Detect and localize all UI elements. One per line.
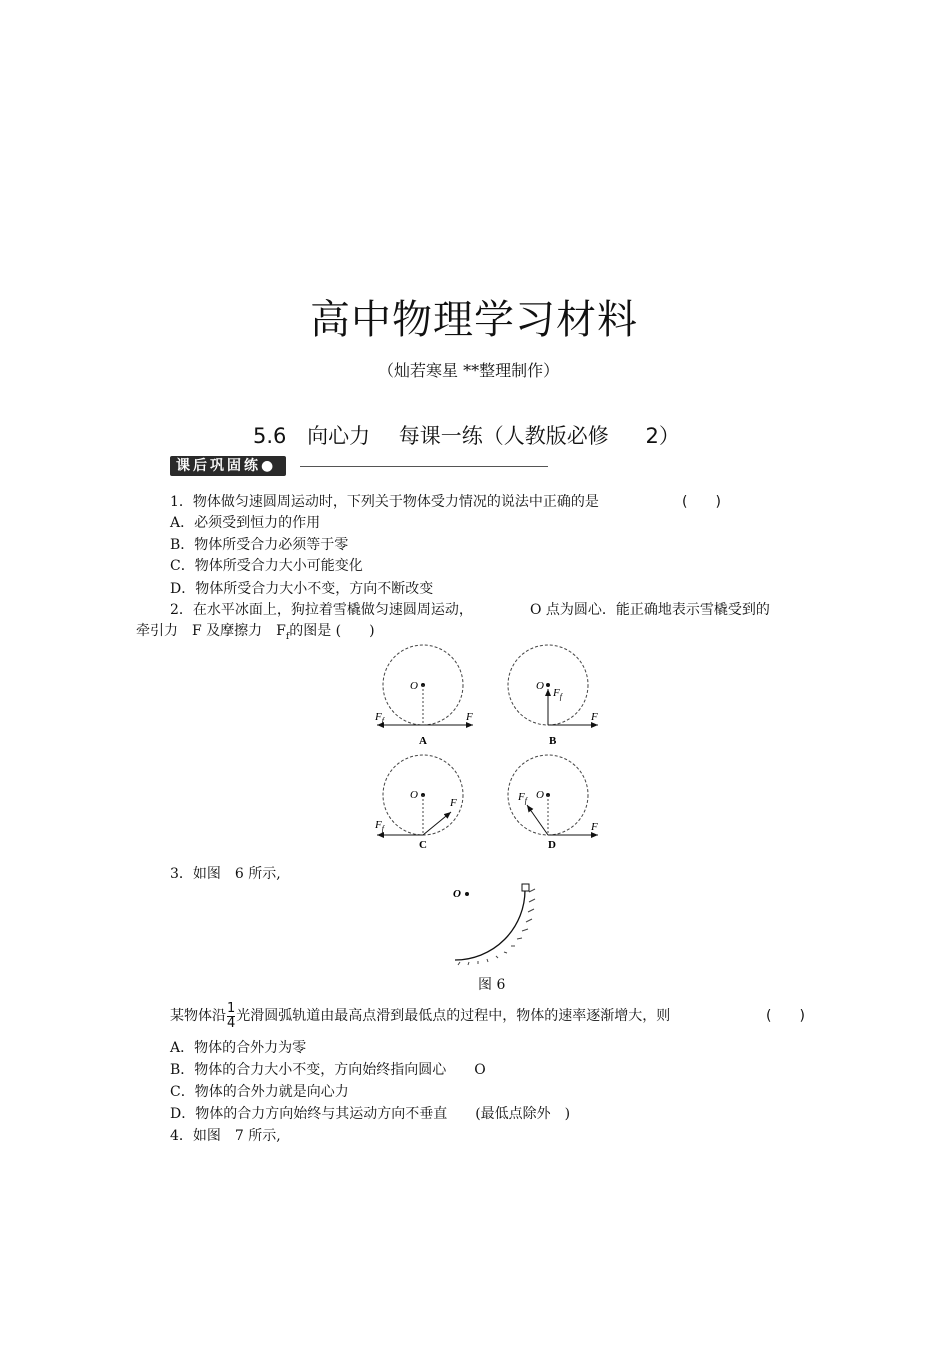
q2-d-option-label: D bbox=[548, 839, 556, 851]
page-subtitle: （灿若寒星 **整理制作） bbox=[378, 361, 560, 380]
q2-b-friction-sub: f bbox=[559, 692, 562, 701]
q3-option-d: D．物体的合力方向始终与其运动方向不垂直 (最低点除外 ) bbox=[170, 1106, 571, 1122]
q1-option-c: C．物体所受合力大小可能变化 bbox=[170, 558, 363, 574]
q2-diagram-c bbox=[374, 755, 463, 851]
q2-diagram-d bbox=[508, 755, 598, 851]
q3-fraction bbox=[227, 1002, 235, 1031]
lesson-series: 每课一练（人教版必修 bbox=[398, 424, 609, 448]
q2-stem-line2 bbox=[136, 623, 375, 645]
q2-stem-subscript: f bbox=[285, 631, 290, 642]
q2-d-force-label: F bbox=[591, 821, 598, 833]
q2-stem-part2: O 点为圆心．能正确地表示雪橇受到的 bbox=[530, 602, 770, 618]
q3-center-dot bbox=[465, 892, 469, 896]
q2-d-center-label: O bbox=[536, 789, 544, 801]
q3-option-b: B．物体的合力大小不变，方向始终指向圆心 O bbox=[170, 1062, 486, 1078]
q1-answer-paren: ( ) bbox=[682, 494, 721, 510]
q2-figure bbox=[365, 640, 615, 855]
q2-b-friction-f: F bbox=[553, 687, 560, 699]
q3-track bbox=[455, 890, 525, 960]
q3-answer-paren: ( ) bbox=[766, 1008, 805, 1024]
q2-c-friction-sub: f bbox=[381, 824, 384, 833]
section-divider bbox=[300, 466, 548, 467]
q1-option-d: D．物体所受合力大小不变，方向不断改变 bbox=[170, 581, 434, 597]
q2-stem-part1: 2．在水平冰面上，狗拉着雪橇做匀速圆周运动， bbox=[170, 602, 473, 618]
q2-a-option-label: A bbox=[419, 735, 427, 747]
q2-diagram-b bbox=[508, 645, 598, 747]
q2-diagram-a bbox=[374, 645, 473, 747]
q3-figure bbox=[445, 880, 545, 970]
q1-option-b: B．物体所受合力必须等于零 bbox=[170, 537, 349, 553]
q2-a-center-label: O bbox=[410, 680, 418, 692]
q2-c-option-label: C bbox=[419, 839, 427, 851]
q1-stem: 1．物体做匀速圆周运动时，下列关于物体受力情况的说法中正确的是 bbox=[170, 494, 599, 510]
q3-body-start: 某物体沿 bbox=[170, 1008, 226, 1024]
q2-a-friction-label bbox=[374, 711, 386, 725]
q4-stem: 4．如图 7 所示, bbox=[170, 1128, 281, 1144]
q2-stem-line2-text: 牵引力 F 及摩擦力 F bbox=[136, 623, 286, 639]
q2-b-friction-label bbox=[552, 687, 564, 701]
section-banner-label: 课后巩固练● bbox=[170, 456, 286, 476]
q2-stem-line2-end: 的图是 ( ) bbox=[289, 623, 375, 639]
q2-a-friction-f: F bbox=[375, 711, 382, 723]
q3-figure-caption: 图 6 bbox=[478, 977, 506, 993]
q2-b-force-label: F bbox=[591, 711, 598, 723]
q1-option-a: A．必须受到恒力的作用 bbox=[170, 515, 321, 531]
q3-fraction-numerator: 1 bbox=[227, 1000, 236, 1016]
q3-track-hatching bbox=[458, 889, 535, 965]
lesson-number: 5.6 bbox=[253, 424, 287, 448]
q3-option-c: C．物体的合外力就是向心力 bbox=[170, 1084, 349, 1100]
q2-a-force-label: F bbox=[466, 711, 473, 723]
q2-c-friction-f: F bbox=[375, 819, 382, 831]
q2-c-friction-label bbox=[374, 819, 386, 833]
q3-option-a: A．物体的合外力为零 bbox=[170, 1040, 307, 1056]
q3-fraction-denominator: 4 bbox=[227, 1015, 236, 1031]
q3-body-end: 光滑圆弧轨道由最高点滑到最低点的过程中，物体的速率逐渐增大，则 bbox=[236, 1008, 671, 1024]
lesson-heading bbox=[253, 420, 680, 450]
q2-d-friction-label bbox=[517, 791, 529, 805]
q2-c-force-label: F bbox=[450, 797, 457, 809]
q2-d-friction-f: F bbox=[518, 791, 525, 803]
q2-c-center-label: O bbox=[410, 789, 418, 801]
section-banner bbox=[170, 455, 286, 475]
q2-a-friction-sub: f bbox=[381, 716, 384, 725]
q3-stem: 3．如图 6 所示, bbox=[170, 866, 281, 882]
page-title: 高中物理学习材料 bbox=[310, 297, 638, 343]
q3-center-label: O bbox=[453, 888, 461, 900]
q3-block bbox=[522, 884, 529, 891]
lesson-topic: 向心力 bbox=[307, 424, 371, 448]
lesson-volume: 2） bbox=[645, 424, 680, 448]
q2-b-option-label: B bbox=[549, 735, 557, 747]
q2-d-friction-sub: f bbox=[524, 796, 527, 805]
q3-body bbox=[170, 998, 670, 1034]
q2-b-center-label: O bbox=[536, 680, 544, 692]
